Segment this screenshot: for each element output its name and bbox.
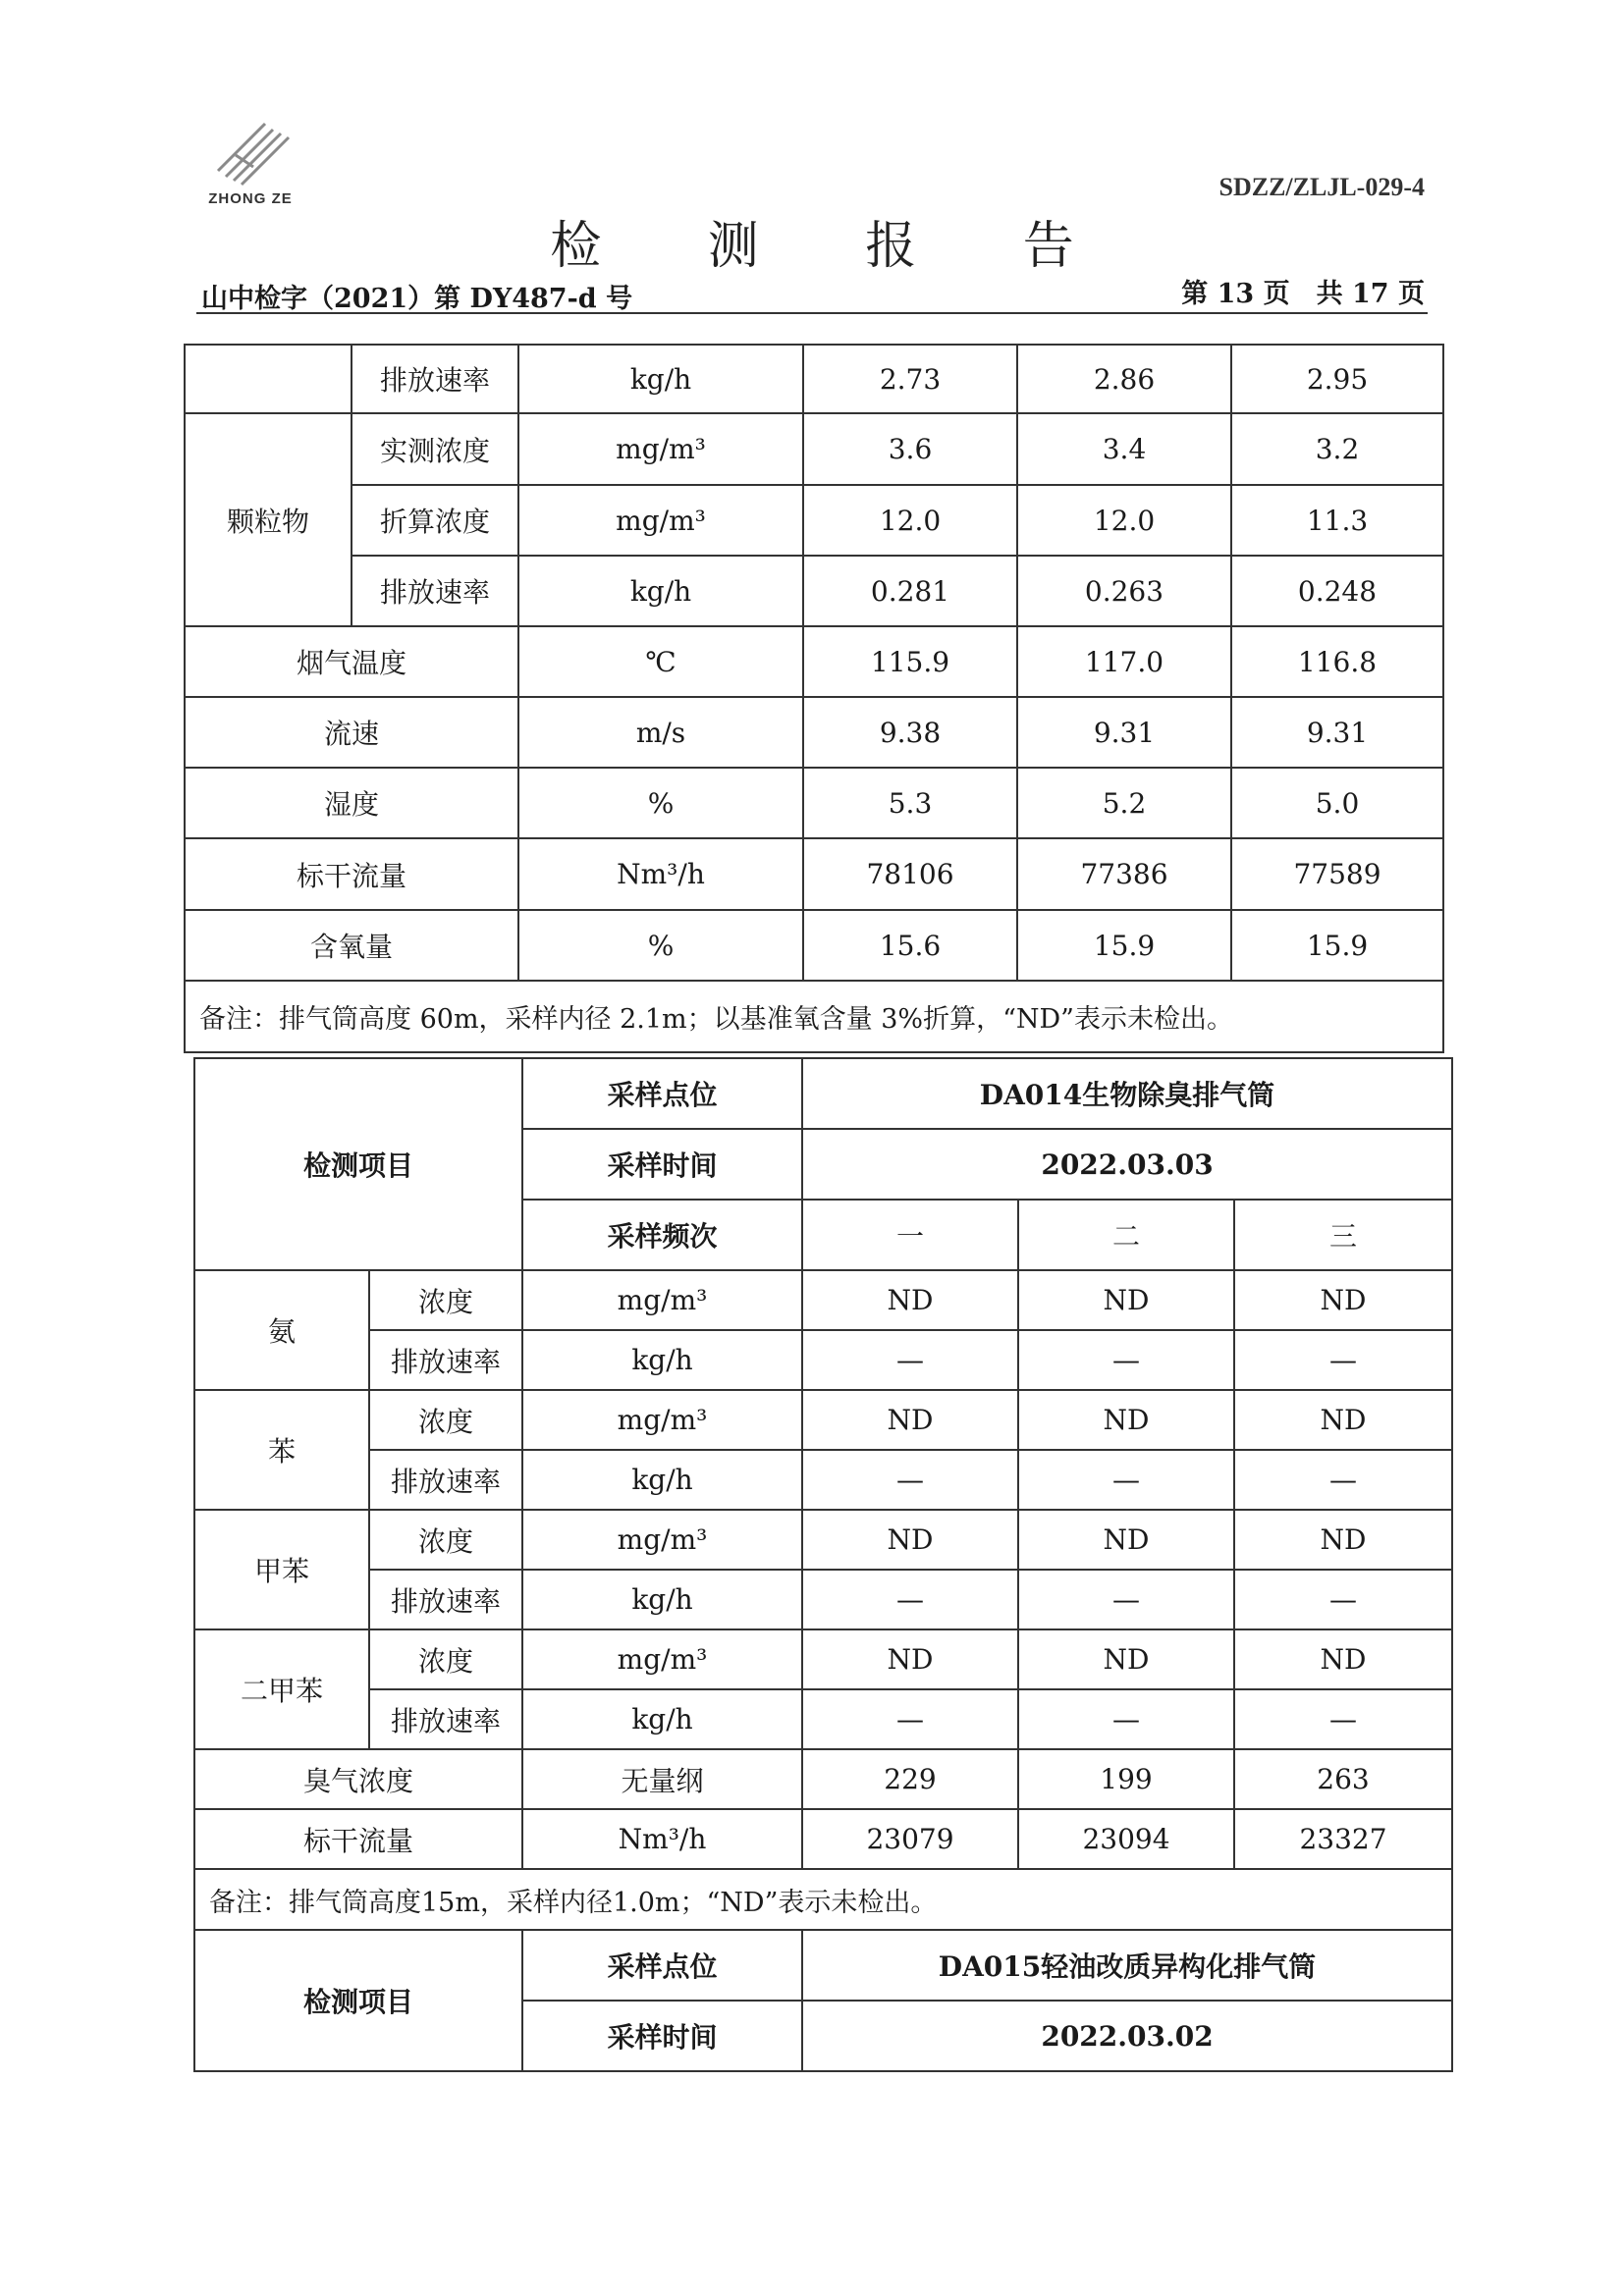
value-cell: —	[1018, 1570, 1234, 1629]
value-cell: 23094	[1018, 1809, 1234, 1869]
table-row	[194, 1058, 1452, 1129]
point-value: DA014生物除臭排气筒	[802, 1058, 1452, 1129]
freq-cell: 一	[802, 1200, 1018, 1270]
table-row	[194, 1749, 1452, 1809]
unit-cell: 无量纲	[522, 1749, 802, 1809]
report-title: 检 测 报 告	[550, 217, 1119, 276]
value-cell: 0.281	[803, 556, 1017, 626]
unit-cell: kg/h	[518, 345, 803, 413]
table-row	[185, 697, 1443, 768]
unit-cell: Nm³/h	[522, 1809, 802, 1869]
pollutant-name: 二甲苯	[194, 1629, 369, 1749]
value-cell: ND	[1018, 1629, 1234, 1689]
unit-cell: mg/m³	[522, 1629, 802, 1689]
value-cell: 11.3	[1231, 485, 1443, 556]
value-cell: 115.9	[803, 626, 1017, 697]
group-cell-particulate: 颗粒物	[185, 413, 352, 626]
value-cell: 229	[802, 1749, 1018, 1809]
value-cell: 9.31	[1231, 697, 1443, 768]
time-label: 采样时间	[522, 1129, 802, 1200]
unit-cell: ℃	[518, 626, 803, 697]
value-cell: 0.263	[1017, 556, 1231, 626]
unit-cell: kg/h	[522, 1450, 802, 1510]
value-cell: 199	[1018, 1749, 1234, 1809]
value-cell: 0.248	[1231, 556, 1443, 626]
value-cell: —	[802, 1330, 1018, 1390]
value-cell: 2.95	[1231, 345, 1443, 413]
table-row	[185, 910, 1443, 981]
zhong-ze-logo-icon	[196, 116, 304, 190]
results-table-da014	[193, 1057, 1453, 2072]
table-row	[185, 626, 1443, 697]
item-cell: 含氧量	[185, 910, 518, 981]
value-cell: 23079	[802, 1809, 1018, 1869]
value-cell: ND	[1018, 1390, 1234, 1450]
table-row	[185, 413, 1443, 485]
table-row	[185, 485, 1443, 556]
value-cell: —	[802, 1689, 1018, 1749]
unit-cell: mg/m³	[522, 1510, 802, 1570]
value-cell: —	[1018, 1330, 1234, 1390]
value-cell: 116.8	[1231, 626, 1443, 697]
value-cell: 12.0	[803, 485, 1017, 556]
unit-cell: mg/m³	[522, 1390, 802, 1450]
value-cell: 2.73	[803, 345, 1017, 413]
point-label: 采样点位	[522, 1930, 802, 2001]
pollutant-name: 甲苯	[194, 1510, 369, 1629]
time-value: 2022.03.02	[802, 2001, 1452, 2071]
item-cell: 排放速率	[352, 556, 518, 626]
value-cell: 5.2	[1017, 768, 1231, 838]
value-cell: 15.9	[1231, 910, 1443, 981]
freq-label: 采样频次	[522, 1200, 802, 1270]
value-cell: 12.0	[1017, 485, 1231, 556]
table-row	[194, 1510, 1452, 1570]
unit-cell: mg/m³	[518, 485, 803, 556]
value-cell: ND	[802, 1390, 1018, 1450]
table-row	[194, 1390, 1452, 1450]
value-cell: —	[1234, 1570, 1452, 1629]
unit-cell: mg/m³	[518, 413, 803, 485]
unit-cell: mg/m³	[522, 1270, 802, 1330]
item-cell: 排放速率	[369, 1330, 522, 1390]
value-cell: —	[1018, 1689, 1234, 1749]
item-cell: 标干流量	[194, 1809, 522, 1869]
value-cell: ND	[1234, 1390, 1452, 1450]
table-note: 备注：排气筒高度 60m，采样内径 2.1m；以基准氧含量 3%折算，“ND”表示未检出。	[185, 981, 1443, 1052]
value-cell: 23327	[1234, 1809, 1452, 1869]
value-cell: —	[802, 1570, 1018, 1629]
value-cell: 2.86	[1017, 345, 1231, 413]
table-row	[194, 1450, 1452, 1510]
value-cell: 9.31	[1017, 697, 1231, 768]
value-cell: —	[802, 1450, 1018, 1510]
table-row	[194, 1629, 1452, 1689]
note-row	[185, 981, 1443, 1052]
unit-cell: %	[518, 768, 803, 838]
value-cell: ND	[802, 1629, 1018, 1689]
unit-cell: kg/h	[522, 1689, 802, 1749]
item-cell: 流速	[185, 697, 518, 768]
table-row	[194, 1570, 1452, 1629]
note-row	[194, 1869, 1452, 1930]
value-cell: ND	[1018, 1270, 1234, 1330]
value-cell: 78106	[803, 838, 1017, 910]
value-cell: 263	[1234, 1749, 1452, 1809]
value-cell: 5.0	[1231, 768, 1443, 838]
point-value: DA015轻油改质异构化排气筒	[802, 1930, 1452, 2001]
item-cell: 浓度	[369, 1270, 522, 1330]
table-row	[194, 1809, 1452, 1869]
pollutant-name: 氨	[194, 1270, 369, 1390]
value-cell: 15.6	[803, 910, 1017, 981]
freq-cell: 二	[1018, 1200, 1234, 1270]
item-cell: 排放速率	[369, 1450, 522, 1510]
item-cell: 排放速率	[352, 345, 518, 413]
item-cell: 浓度	[369, 1510, 522, 1570]
unit-cell: kg/h	[522, 1570, 802, 1629]
value-cell: ND	[802, 1510, 1018, 1570]
table-note: 备注：排气筒高度15m，采样内径1.0m；“ND”表示未检出。	[194, 1869, 1452, 1930]
value-cell: 9.38	[803, 697, 1017, 768]
unit-cell: m/s	[518, 697, 803, 768]
value-cell: 117.0	[1017, 626, 1231, 697]
page-number: 第 13 页 共 17 页	[1181, 279, 1425, 309]
value-cell: —	[1234, 1330, 1452, 1390]
item-header: 检测项目	[194, 1058, 522, 1270]
time-value: 2022.03.03	[802, 1129, 1452, 1200]
table-row	[194, 1689, 1452, 1749]
item-cell: 实测浓度	[352, 413, 518, 485]
value-cell: ND	[1234, 1270, 1452, 1330]
value-cell: ND	[1234, 1629, 1452, 1689]
header-divider	[196, 312, 1428, 314]
value-cell: 3.2	[1231, 413, 1443, 485]
item-cell: 烟气温度	[185, 626, 518, 697]
value-cell: ND	[802, 1270, 1018, 1330]
unit-cell: Nm³/h	[518, 838, 803, 910]
point-label: 采样点位	[522, 1058, 802, 1129]
value-cell: 3.4	[1017, 413, 1231, 485]
value-cell: 5.3	[803, 768, 1017, 838]
table-row	[194, 1270, 1452, 1330]
item-cell: 排放速率	[369, 1570, 522, 1629]
value-cell: ND	[1234, 1510, 1452, 1570]
value-cell: —	[1234, 1450, 1452, 1510]
value-cell: 77589	[1231, 838, 1443, 910]
unit-cell: kg/h	[522, 1330, 802, 1390]
unit-cell: %	[518, 910, 803, 981]
table-row	[194, 1330, 1452, 1390]
value-cell: —	[1234, 1689, 1452, 1749]
table-row	[194, 1930, 1452, 2001]
table-row	[185, 556, 1443, 626]
item-cell: 排放速率	[369, 1689, 522, 1749]
value-cell: —	[1018, 1450, 1234, 1510]
document-code: SDZZ/ZLJL-029-4	[1218, 173, 1425, 201]
table-row	[185, 838, 1443, 910]
value-cell: 15.9	[1017, 910, 1231, 981]
group-cell-empty	[185, 345, 352, 413]
item-cell: 标干流量	[185, 838, 518, 910]
item-header: 检测项目	[194, 1930, 522, 2071]
table-row	[185, 768, 1443, 838]
item-cell: 浓度	[369, 1629, 522, 1689]
item-cell: 湿度	[185, 768, 518, 838]
value-cell: 3.6	[803, 413, 1017, 485]
pollutant-name: 苯	[194, 1390, 369, 1510]
item-cell: 浓度	[369, 1390, 522, 1450]
item-cell: 臭气浓度	[194, 1749, 522, 1809]
time-label: 采样时间	[522, 2001, 802, 2071]
logo-text: ZHONG ZE	[208, 190, 293, 207]
table-row	[185, 345, 1443, 413]
value-cell: 77386	[1017, 838, 1231, 910]
value-cell: ND	[1018, 1510, 1234, 1570]
freq-cell: 三	[1234, 1200, 1452, 1270]
results-table-continued	[184, 344, 1444, 1053]
report-number: 山中检字（2021）第 DY487-d 号	[201, 284, 633, 314]
unit-cell: kg/h	[518, 556, 803, 626]
item-cell: 折算浓度	[352, 485, 518, 556]
company-logo	[196, 116, 304, 214]
